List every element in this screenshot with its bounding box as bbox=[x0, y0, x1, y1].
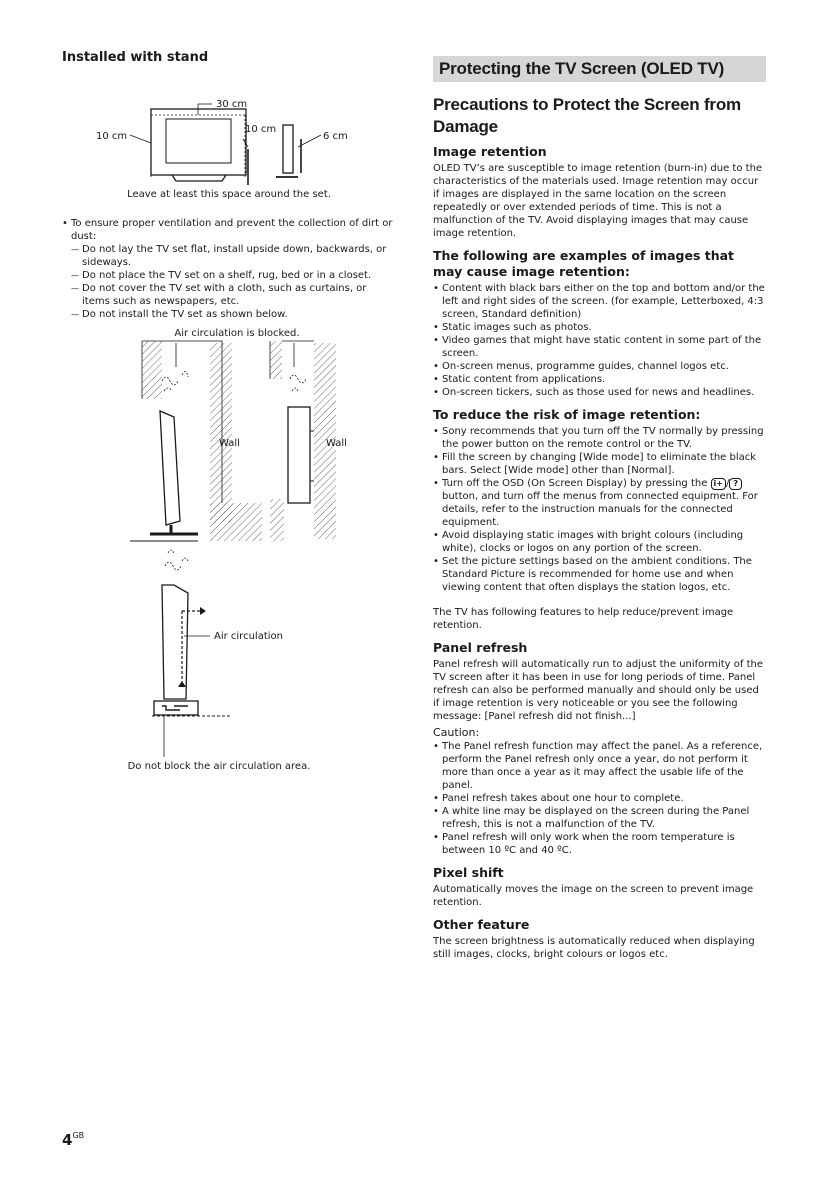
list-item: • Static content from applications. bbox=[433, 373, 766, 386]
examples-heading: The following are examples of images that may cause image retention: bbox=[433, 248, 735, 279]
ventilation-bullet: • To ensure proper ventilation and prevent the collection of dirt or dust: bbox=[62, 217, 396, 243]
list-item: • Sony recommends that you turn off the TV normally by pressing the power button on the remote control or the TV. bbox=[433, 425, 766, 451]
tv-wall-mounted bbox=[288, 407, 310, 503]
list-item: • Content with black bars either on the top and bottom and/or the left and right sides of the screen. (for example, Letterboxed, 4:3 screen, Standard definition) bbox=[433, 282, 766, 321]
dim-30cm: 30 cm bbox=[216, 99, 248, 110]
tv-side bbox=[283, 125, 293, 173]
tv-in-niche bbox=[160, 411, 180, 525]
dim-10cm-left: 10 cm bbox=[96, 131, 128, 142]
do-not-list bbox=[62, 243, 396, 321]
image-retention-text: OLED TV’s are susceptible to image retention (burn-in) due to the characteristics of the materials used. Image retention may occur if images are displayed in the same location on the screen repeatedly or over extended periods of time. This is not a malfunction of the TV. Avoid displaying images that may cause image retention. bbox=[433, 163, 763, 239]
caution-label: Caution: bbox=[433, 726, 480, 739]
list-item: • Static images such as photos. bbox=[433, 321, 766, 334]
dash-item: — Do not install the TV set as shown below. bbox=[62, 308, 396, 321]
list-item: • A white line may be displayed on the screen during the Panel refresh, this is not a malfunction of the TV. bbox=[433, 805, 766, 831]
ventilation-list bbox=[62, 217, 396, 243]
list-item: • Panel refresh takes about one hour to complete. bbox=[433, 792, 766, 805]
air-blocked-caption: Air circulation is blocked. bbox=[174, 328, 300, 339]
wall-label-left: Wall bbox=[219, 438, 240, 449]
page-number: $4^{GB}$ bbox=[62, 1131, 85, 1149]
list-item: • On-screen menus, programme guides, channel logos etc. bbox=[433, 360, 766, 373]
features-note: The TV has following features to help reduce/prevent image retention. bbox=[433, 607, 734, 631]
reduce-heading: To reduce the risk of image retention: bbox=[433, 407, 701, 422]
dim-6cm: 6 cm bbox=[323, 131, 348, 142]
air-circulation-label: Air circulation bbox=[214, 631, 283, 642]
help-button-icon: ? bbox=[729, 478, 742, 490]
pixel-shift-heading: Pixel shift bbox=[433, 865, 504, 880]
list-item: • On-screen tickers, such as those used for news and headlines. bbox=[433, 386, 766, 399]
precautions-heading: Precautions to Protect the Screen from Damage bbox=[433, 95, 741, 136]
blocked-air-diagram bbox=[62, 321, 396, 791]
air-area-caption: Do not block the air circulation area. bbox=[127, 761, 311, 772]
tv-air-circulation bbox=[162, 585, 188, 699]
dash-item: — Do not cover the TV set with a cloth, such as curtains, or items such as newspapers, etc. bbox=[62, 282, 396, 308]
installed-with-stand-heading: Installed with stand bbox=[62, 50, 209, 65]
tv-screen bbox=[166, 119, 231, 163]
osd-list-item: • Turn off the OSD (On Screen Display) by pressing the i+ / ? button, and turn off the menus from connected equipment. For details, refer to the instruction manuals for the connected equipment. bbox=[433, 477, 766, 529]
list-item: • Video games that might have static content in some part of the screen. bbox=[433, 334, 766, 360]
pixel-shift-text: Automatically moves the image on the screen to prevent image retention. bbox=[433, 884, 754, 908]
list-item: • The Panel refresh function may affect the panel. As a reference, perform the Panel refresh only once a year, do not perform it more than once a year as it may affect the usable life of the panel. bbox=[433, 740, 766, 792]
clearance-diagram bbox=[62, 69, 396, 204]
caution-list bbox=[433, 740, 766, 857]
page-region-suffix: GB bbox=[72, 1131, 85, 1140]
dash-item: — Do not lay the TV set flat, install upside down, backwards, or sideways. bbox=[62, 243, 396, 269]
tv-stand bbox=[172, 175, 226, 181]
section-title-bar: Protecting the TV Screen (OLED TV) bbox=[433, 56, 766, 82]
wall-label-right: Wall bbox=[326, 438, 347, 449]
dash-item: — Do not place the TV set on a shelf, rug, bed or in a closet. bbox=[62, 269, 396, 282]
clearance-caption: Leave at least this space around the set. bbox=[127, 189, 331, 200]
examples-list bbox=[433, 282, 766, 399]
list-item: • Avoid displaying static images with bright colours (including white), clocks or logos on any portion of the screen. bbox=[433, 529, 766, 555]
other-feature-heading: Other feature bbox=[433, 917, 530, 932]
info-button-icon: i+ bbox=[711, 478, 726, 490]
right-column bbox=[433, 56, 766, 961]
panel-refresh-text: Panel refresh will automatically run to adjust the uniformity of the TV screen after it has been in use for long periods of time. Panel refresh can also be performed manually and should only be used if image retention is very noticeable or you see the following message: [Panel refresh did not finish...] bbox=[433, 659, 764, 722]
other-feature-text: The screen brightness is automatically reduced when displaying still images, clocks, bright colours or logos etc. bbox=[433, 936, 755, 960]
dim-10cm-right: 10 cm bbox=[245, 124, 277, 135]
left-column bbox=[62, 50, 396, 795]
list-item: • Fill the screen by changing [Wide mode] to eliminate the black bars. Select [Wide mode] other than [Normal]. bbox=[433, 451, 766, 477]
reduce-list bbox=[433, 425, 766, 594]
list-item: • Set the picture settings based on the ambient conditions. The Standard Picture is recommended for home use and when viewing content that often displays the station logos, etc. bbox=[433, 555, 766, 594]
image-retention-heading: Image retention bbox=[433, 144, 547, 159]
panel-refresh-heading: Panel refresh bbox=[433, 640, 528, 655]
list-item: • Panel refresh will only work when the room temperature is between 10 ºC and 40 ºC. bbox=[433, 831, 766, 857]
